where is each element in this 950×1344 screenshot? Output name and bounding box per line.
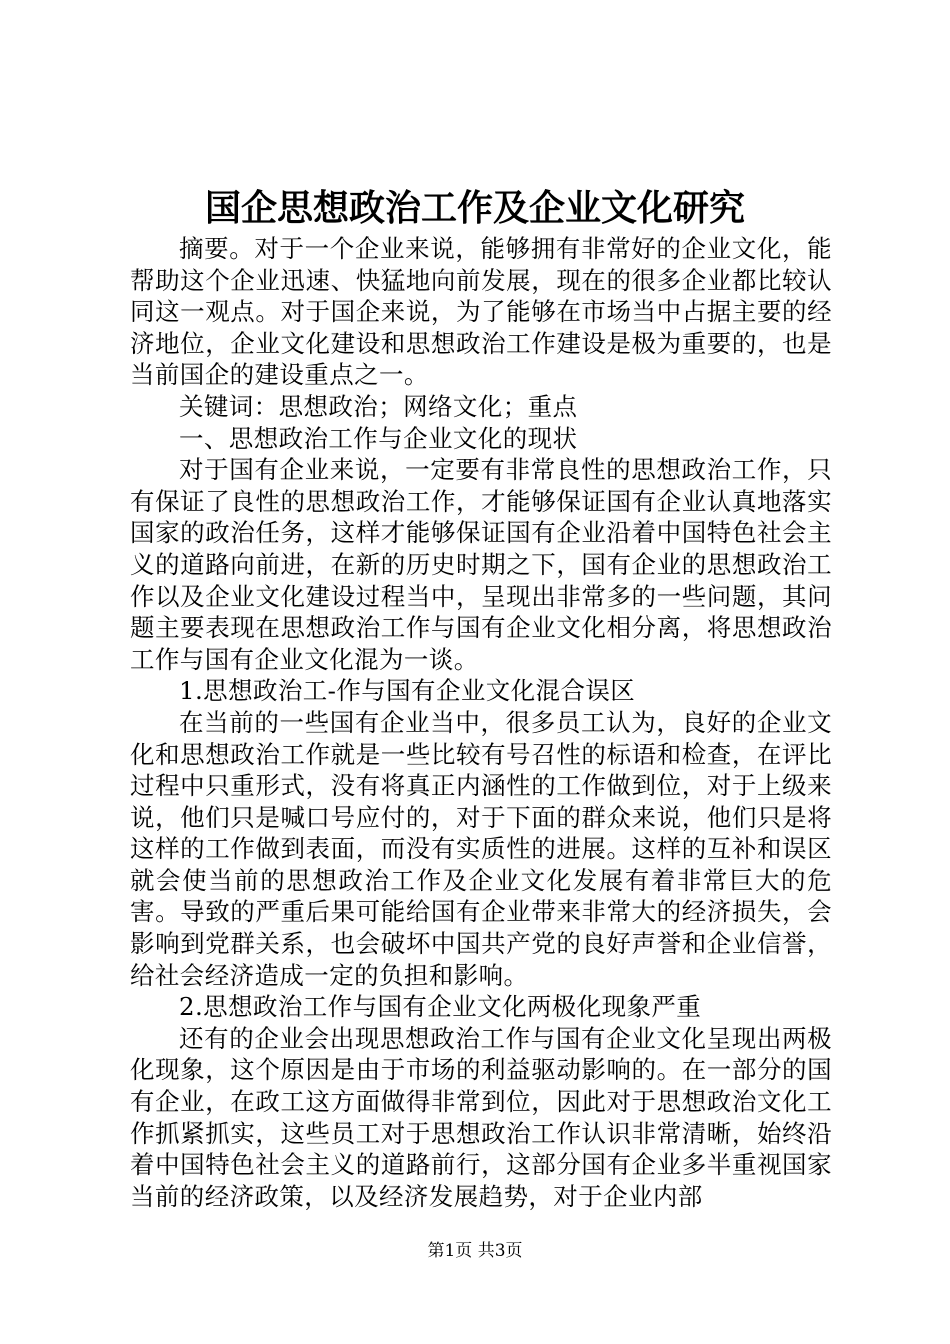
subsection-heading-1: 1.思想政治工-作与国有企业文化混合误区 xyxy=(179,676,636,706)
document-title: 国企思想政治工作及企业文化研究 xyxy=(204,187,745,229)
section-heading-1: 一、思想政治工作与企业文化的现状 xyxy=(179,423,578,453)
page-number: 第1页 共3页 xyxy=(427,1241,523,1261)
subsection-paragraph-2: 还有的企业会出现思想政治工作与国有企业文化呈现出两极化现象，这个原因是由于市场的利益驱动影响的。在一部分的国有企业，在政工这方面做得非常到位，因此对于思想政治文化工作抓紧抓实，这些员工对于思想政治工作认识非常清晰，始终沿着中国特色社会主义的道路前行，这部分国有企业多半重视国家当前的经济政策，以及经济发展趋势，对于企业内部 xyxy=(130,1023,832,1211)
document-body xyxy=(130,233,832,1212)
abstract-paragraph: 摘要。对于一个企业来说，能够拥有非常好的企业文化，能帮助这个企业迅速、快猛地向前发展，现在的很多企业都比较认同这一观点。对于国企来说，为了能够在市场当中占据主要的经济地位，企业文化建设和思想政治工作建设是极为重要的，也是当前国企的建设重点之一。 xyxy=(130,234,832,390)
subsection-paragraph-1: 在当前的一些国有企业当中，很多员工认为，良好的企业文化和思想政治工作就是一些比较有号召性的标语和检查，在评比过程中只重形式，没有将真正内涵性的工作做到位，对于上级来说，他们只是喊口号应付的，对于下面的群众来说，他们只是将这样的工作做到表面，而没有实质性的进展。这样的互补和误区就会使当前的思想政治工作及企业文化发展有着非常巨大的危害。导致的严重后果可能给国有企业带来非常大的经济损失，会影响到党群关系，也会破坏中国共产党的良好声誉和企业信誉，给社会经济造成一定的负担和影响。 xyxy=(130,707,832,990)
section-paragraph-1: 对于国有企业来说，一定要有非常良性的思想政治工作，只有保证了良性的思想政治工作，才能够保证国有企业认真地落实国家的政治任务，这样才能够保证国有企业沿着中国特色社会主义的道路向前进，在新的历史时期之下，国有企业的思想政治工作以及企业文化建设过程当中，呈现出非常多的一些问题，其问题主要表现在思想政治工作与国有企业文化相分离，将思想政治工作与国有企业文化混为一谈。 xyxy=(130,455,832,674)
keywords-line: 关键词：思想政治；网络文化；重点 xyxy=(179,391,578,421)
subsection-heading-2: 2.思想政治工作与国有企业文化两极化现象严重 xyxy=(179,992,702,1022)
